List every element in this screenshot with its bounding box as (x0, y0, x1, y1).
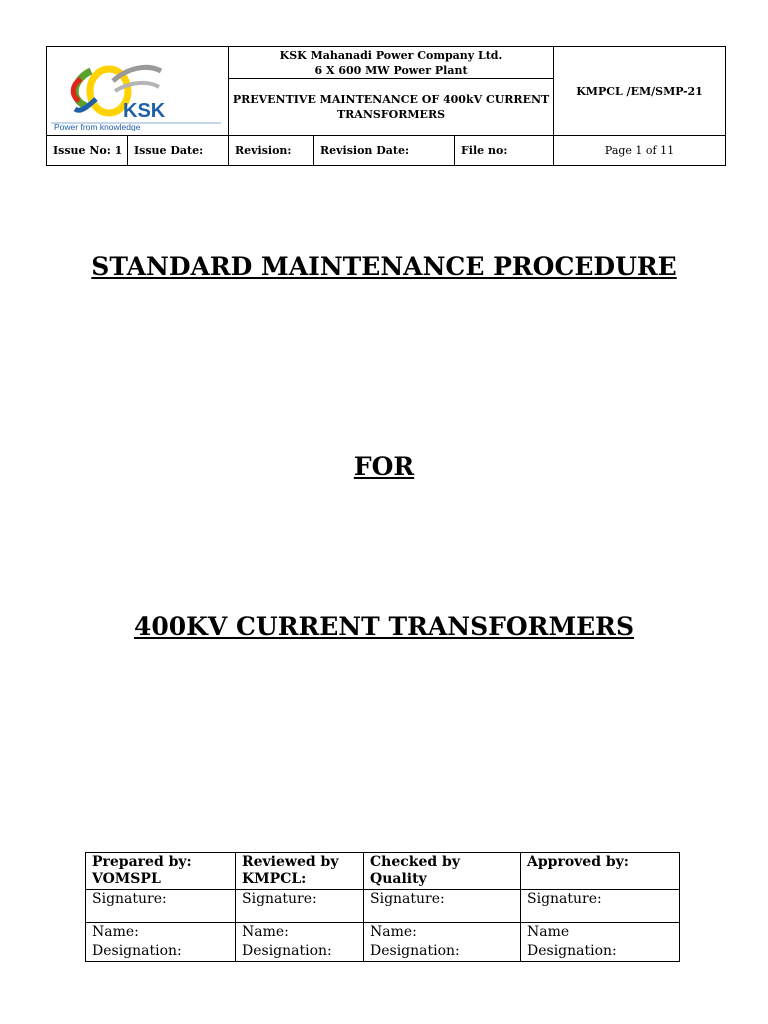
plant-name: 6 X 600 MW Power Plant (314, 63, 468, 77)
signoff-title: Approved by: (521, 853, 680, 890)
company-cell (229, 47, 554, 79)
file-no: File no: (455, 136, 554, 166)
issue-date: Issue Date: (128, 136, 229, 166)
name-field: Name: (86, 923, 236, 943)
document-header-table (46, 46, 726, 166)
title-line-2: FOR (353, 452, 415, 481)
doc-code: KMPCL /EM/SMP-21 (554, 47, 726, 136)
signoff-title: Checked by Quality (364, 853, 521, 890)
designation-field: Designation: (86, 942, 236, 962)
doc-title: PREVENTIVE MAINTENANCE OF 400kV CURRENT TRANSFORMERS (229, 79, 554, 136)
page-number: Page 1 of 11 (554, 136, 726, 166)
logo-cell (47, 47, 229, 136)
name-field: Name: (236, 923, 364, 943)
signature-field: Signature: (521, 890, 680, 923)
signoff-title: Prepared by: VOMSPL (86, 853, 236, 890)
company-name: KSK Mahanadi Power Company Ltd. (279, 48, 503, 62)
signoff-table (85, 852, 680, 962)
signature-field: Signature: (364, 890, 521, 923)
logo-brand-text: KSK (123, 100, 166, 122)
name-field: Name: (364, 923, 521, 943)
revision-date: Revision Date: (314, 136, 455, 166)
name-field: Name (521, 923, 680, 943)
signature-field: Signature: (86, 890, 236, 923)
designation-field: Designation: (364, 942, 521, 962)
issue-no: Issue No: 1 (47, 136, 128, 166)
ksk-logo (51, 51, 221, 131)
designation-field: Designation: (236, 942, 364, 962)
signoff-title: Reviewed by KMPCL: (236, 853, 364, 890)
revision: Revision: (229, 136, 314, 166)
title-line-1: STANDARD MAINTENANCE PROCEDURE (91, 252, 677, 281)
designation-field: Designation: (521, 942, 680, 962)
title-line-3: 400KV CURRENT TRANSFORMERS (133, 612, 635, 641)
logo-tagline: Power from knowledge (54, 122, 141, 131)
signature-field: Signature: (236, 890, 364, 923)
